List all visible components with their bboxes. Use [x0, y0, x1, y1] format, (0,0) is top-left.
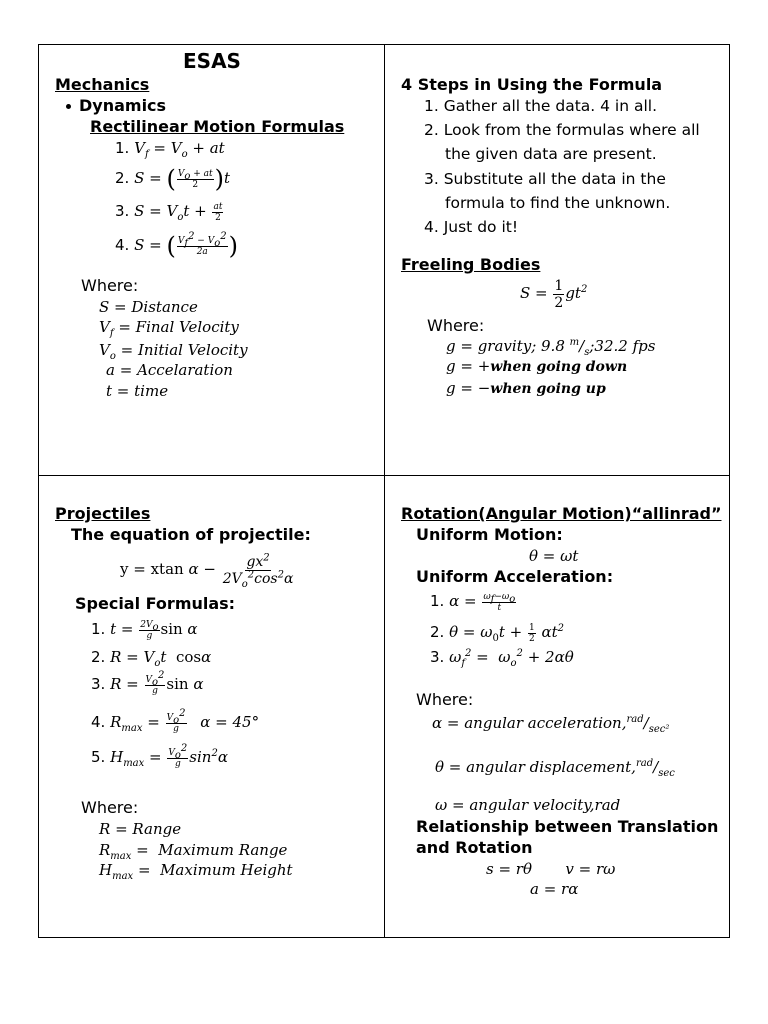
where-label: Where:	[81, 798, 139, 817]
step-2: 2. Look from the formulas where all	[424, 121, 700, 139]
relationship-heading-cont: and Rotation	[416, 838, 533, 857]
where-label: Where:	[427, 316, 485, 335]
uniform-motion-formula: θ = ωt	[529, 547, 579, 565]
formula-number: 3.	[91, 675, 106, 693]
formula-number: 4.	[91, 713, 106, 731]
def-time: t = time	[106, 382, 169, 400]
special-formula-3: 3. R = $\frac{V_o^2}{g}$ sin α	[91, 669, 204, 696]
def-initial-velocity: $V_o$ = Initial Velocity	[99, 341, 248, 362]
special-formula-4: 4. $R_{max}$ = $\frac{V_o^2}{g}$ α = 45°	[91, 707, 260, 734]
projectile-equation: y = xtan α − $\frac{gx^2}{2V_o^2\cos^2\alpha}$	[120, 551, 294, 590]
relationship-formula-2: a = rα	[530, 880, 579, 898]
dynamics-bullet	[66, 97, 166, 115]
rotation-heading: Rotation(Angular Motion)“allinrad”	[401, 504, 722, 523]
angular-formula-3: 3. $\omega_f^2 = \omega_o^2 + 2\alpha\theta$	[430, 648, 574, 669]
where-label: Where:	[416, 690, 474, 709]
dynamics-label: Dynamics	[79, 96, 167, 115]
def-final-velocity: $V_f$ = Final Velocity	[99, 318, 239, 339]
uniform-accel-heading: Uniform Acceleration:	[416, 567, 614, 586]
alpha-def: α = angular $acceleration,^{rad}/_{sec^2}$	[432, 714, 670, 735]
formula-1: 1. $V_f = V_o$ + at	[115, 139, 225, 160]
step-3: 3. Substitute all the data in the	[424, 170, 666, 188]
projectile-subheading: The equation of projectile:	[71, 525, 311, 544]
formula-number: 1.	[91, 620, 106, 638]
special-formulas-heading: Special Formulas:	[75, 594, 236, 613]
def-acceleration: a = Accelaration	[106, 361, 233, 379]
omega-def: ω = angular velocity,rad	[435, 796, 621, 814]
def-max-range: $R_{max}$ = Maximum Range	[99, 841, 288, 862]
uniform-motion-heading: Uniform Motion:	[416, 525, 563, 544]
angular-formula-2: 2. $\theta = \omega_0t$ + $\frac{1}{2}$ $\alpha t^2$	[430, 622, 565, 644]
formula-2: 2. S = ( $\frac{V_o + at}{2}$ )t	[115, 165, 231, 193]
formula-number: 3.	[115, 202, 130, 220]
gravity-def: g = gravity; 9.8 $^m/_s;32.2$ fps	[446, 337, 656, 358]
relationship-formula-1: s = rθ v = rω	[486, 860, 616, 878]
formula-3: 3. $S = V_ot$ + $\frac{at}{2}$	[115, 201, 223, 223]
row-divider	[39, 475, 729, 476]
bullet-icon	[66, 104, 71, 109]
step-3-cont: formula to find the unknown.	[445, 194, 671, 212]
formula-number: 2.	[115, 169, 130, 187]
page-title: ESAS	[183, 49, 241, 73]
step-1: 1. Gather all the data. 4 in all.	[424, 97, 658, 115]
formula-number: 2.	[430, 623, 445, 641]
theta-def: θ = angular $displacement,^{rad}/_{sec}$	[435, 758, 675, 779]
special-formula-2: 2. $R = V_ot$ cosα	[91, 648, 212, 669]
mechanics-heading: Mechanics	[55, 75, 150, 94]
step-2-cont: the given data are present.	[445, 145, 657, 163]
angular-formula-1: 1. α = $\frac{\omega_f-\omega_o}{t}$	[430, 591, 516, 613]
step-4: 4. Just do it!	[424, 218, 519, 236]
formula-number: 5.	[91, 748, 106, 766]
def-range: R = Range	[99, 820, 182, 838]
where-label: Where:	[81, 276, 139, 295]
special-formula-1: 1. t = $\frac{2V_o}{g}$ sin α	[91, 619, 198, 641]
freefall-heading: Freeling Bodies	[401, 255, 541, 274]
formula-number: 2.	[91, 648, 106, 666]
def-max-height: $H_{max}$ = Maximum Height	[99, 861, 293, 882]
special-formula-5: 5. $H_{max}$ = $\frac{V_o^2}{g}$ $\sin^2\alpha$	[91, 742, 228, 769]
freefall-formula: S = $\frac{1}{2}$ $gt^2$	[520, 277, 588, 311]
relationship-heading: Relationship between Translation	[416, 817, 719, 836]
rectilinear-heading: Rectilinear Motion Formulas	[90, 117, 345, 136]
steps-heading: 4 Steps in Using the Formula	[401, 75, 663, 94]
gravity-down: g = +when going down	[446, 357, 628, 375]
formula-number: 4.	[115, 236, 130, 254]
projectiles-heading: Projectiles	[55, 504, 151, 523]
formula-number: 1.	[115, 139, 130, 157]
formula-number: 1.	[430, 592, 445, 610]
column-divider	[384, 45, 385, 937]
gravity-up: g = −when going up	[446, 379, 606, 397]
def-distance: S = Distance	[99, 298, 198, 316]
formula-number: 3.	[430, 648, 445, 666]
angle-value: α = 45°	[200, 713, 260, 731]
formula-4: 4. S = ( $\frac{V_f^2 - V_o^2}{2a}$ )	[115, 230, 238, 260]
